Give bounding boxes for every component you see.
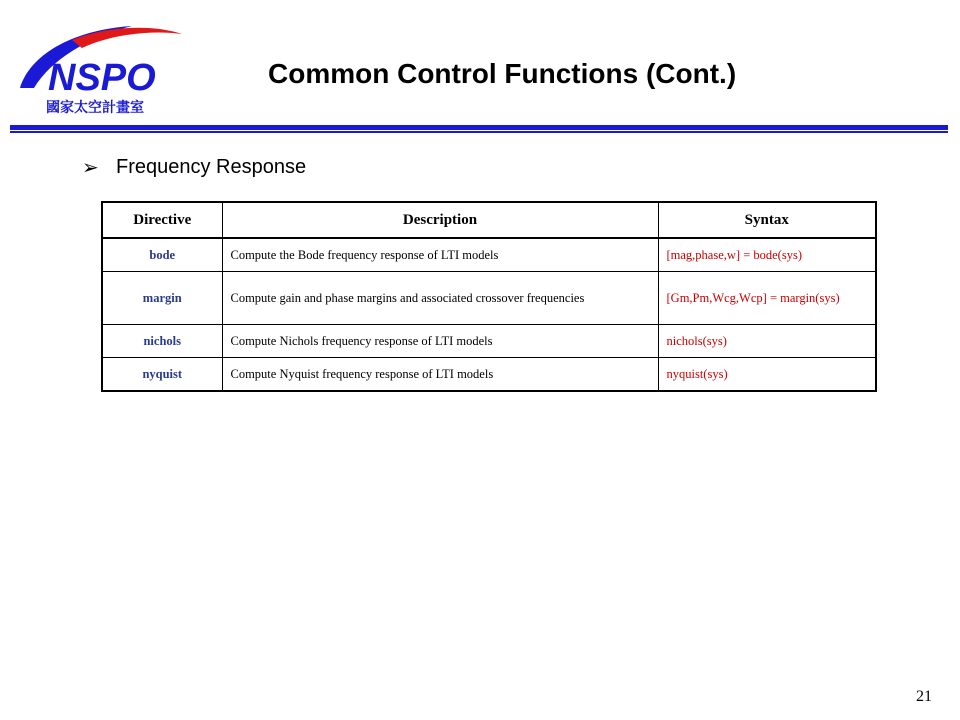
- title-divider-thick: [10, 125, 948, 130]
- description-cell: Compute the Bode frequency response of LTI models: [222, 238, 658, 272]
- nspo-logo-graphic: [12, 20, 212, 120]
- directive-cell: margin: [102, 272, 222, 325]
- bullet-text: Frequency Response: [116, 155, 307, 178]
- syntax-cell: nichols(sys): [658, 325, 876, 358]
- directive-cell: nyquist: [102, 358, 222, 392]
- functions-table: [101, 201, 877, 392]
- column-header-syntax: Syntax: [658, 202, 876, 238]
- bullet-item: [82, 155, 306, 179]
- table-row: [102, 325, 876, 358]
- arrow-bullet-icon: ➢: [82, 155, 99, 179]
- directive-cell: bode: [102, 238, 222, 272]
- column-header-description: Description: [222, 202, 658, 238]
- table-row: [102, 238, 876, 272]
- column-header-directive: Directive: [102, 202, 222, 238]
- syntax-cell: [Gm,Pm,Wcg,Wcp] = margin(sys): [658, 272, 876, 325]
- logo-subtitle: 國家太空計畫室: [46, 100, 144, 116]
- page-number: 21: [916, 688, 932, 705]
- logo-text: NSPO: [48, 57, 156, 99]
- description-cell: Compute Nichols frequency response of LTI models: [222, 325, 658, 358]
- nspo-logo: [12, 20, 212, 120]
- logo-red-swoosh: [72, 28, 182, 48]
- description-cell: Compute Nyquist frequency response of LTI models: [222, 358, 658, 392]
- table-header-row: [102, 202, 876, 238]
- title-divider-thin: [10, 131, 948, 133]
- syntax-cell: nyquist(sys): [658, 358, 876, 392]
- slide-title: Common Control Functions (Cont.): [268, 58, 737, 89]
- description-cell: Compute gain and phase margins and associated crossover frequencies: [222, 272, 658, 325]
- syntax-cell: [mag,phase,w] = bode(sys): [658, 238, 876, 272]
- table-row: [102, 358, 876, 392]
- table-row: [102, 272, 876, 325]
- directive-cell: nichols: [102, 325, 222, 358]
